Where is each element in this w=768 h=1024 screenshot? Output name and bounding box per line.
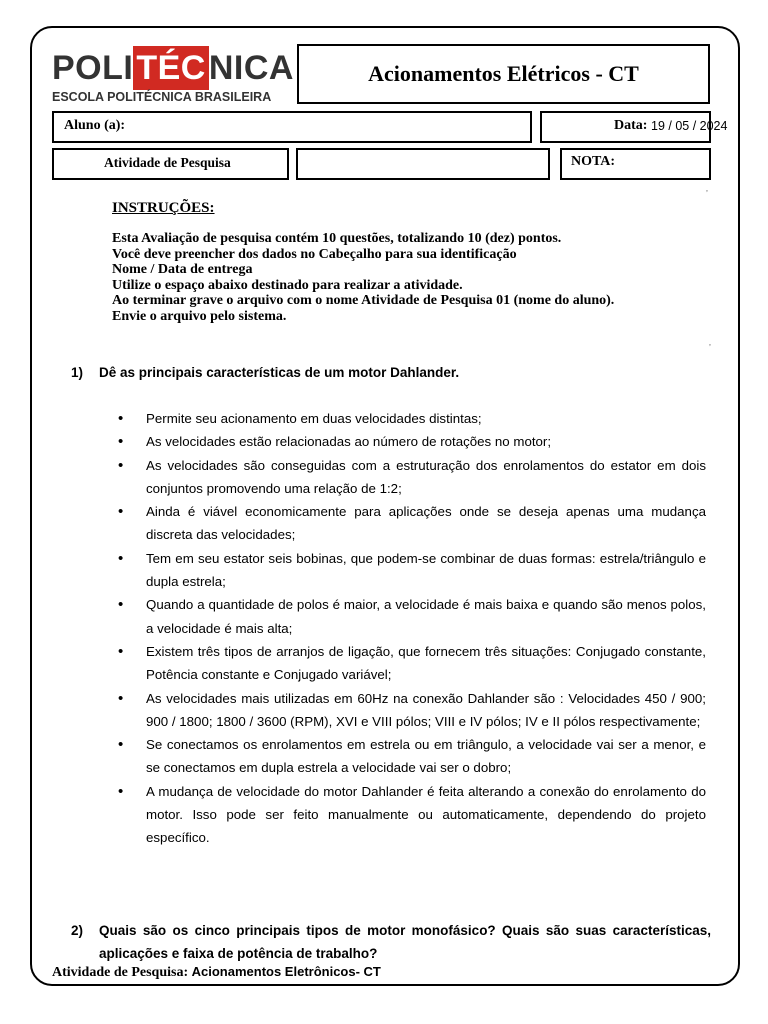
answer-item: • As velocidades são conseguidas com a estruturação dos enrolamentos do estator em dois conjuntos promovendo uma relação de 1:2; <box>118 454 706 501</box>
student-label: Aluno (a): <box>64 118 126 133</box>
date-label: Data: <box>614 118 648 133</box>
activity-label: Atividade de Pesquisa <box>104 155 231 170</box>
logo-wordmark: POLITÉCNICA <box>52 46 294 90</box>
instruction-line: Utilize o espaço abaixo destinado para realizar a atividade. <box>112 277 463 293</box>
answer-item: • As velocidades mais utilizadas em 60Hz na conexão Dahlander são : Velocidades 450 / 900; 900 / 1800; 1800 / 3600 (RPM), XVI e VIII pólos; VIII e IV pólos; IV e II pólos respectivamente; <box>118 687 706 734</box>
instruction-line: Esta Avaliação de pesquisa contém 10 questões, totalizando 10 (dez) pontos. <box>112 231 562 246</box>
answer-item: • Quando a quantidade de polos é maior, a velocidade é mais baixa e quando são menos polos, a velocidade é mais alta; <box>118 593 706 640</box>
blank-field[interactable] <box>296 148 550 180</box>
instruction-line: Nome / Data de entrega <box>112 262 253 277</box>
grade-field[interactable] <box>560 148 711 180</box>
answer-item: • Ainda é viável economicamente para aplicações onde se deseja apenas uma mudança discreta das velocidades; <box>118 500 706 547</box>
course-title: Acionamentos Elétricos - CT <box>297 44 710 104</box>
instructions-title: INSTRUÇÕES: <box>112 200 215 216</box>
logo-highlight: TÉC <box>133 46 209 90</box>
answer-item: • Existem três tipos de arranjos de ligação, que fornecem três situações: Conjugado constante, Potência constante e Conjugado variável; <box>118 640 706 687</box>
instructions-block <box>112 200 614 324</box>
answer-list <box>118 407 706 850</box>
instruction-line: Envie o arquivo pelo sistema. <box>112 308 287 324</box>
footer-label: Atividade de Pesquisa: <box>52 965 189 980</box>
question-text: Dê as principais características de um motor Dahlander. <box>99 365 460 380</box>
activity-type-field <box>52 148 289 180</box>
question-text: Quais são os cinco principais tipos de motor monofásico? Quais são suas características, aplicações e faixa de potência de trabalho? <box>99 923 711 961</box>
logo-subtitle: ESCOLA POLITÉCNICA BRASILEIRA <box>52 90 272 104</box>
date-field[interactable] <box>540 111 728 143</box>
question-number: 2) <box>71 923 84 938</box>
student-name-field[interactable] <box>52 111 532 143</box>
answer-item: • A mudança de velocidade do motor Dahlander é feita alterando a conexão do enrolamento do motor. Isso pode ser feito manualmente ou automaticamente, dependendo do projeto específico. <box>118 780 706 850</box>
answer-item: • Permite seu acionamento em duas velocidades distintas; <box>118 407 706 430</box>
page-mark: , <box>709 338 711 347</box>
school-logo <box>52 46 294 106</box>
answer-item: • As velocidades estão relacionadas ao número de rotações no motor; <box>118 430 706 453</box>
answer-item: • Tem em seu estator seis bobinas, que podem-se combinar de duas formas: estrela/triângulo e dupla estrela; <box>118 547 706 594</box>
date-value: 19 / 05 / 2024 <box>651 119 728 133</box>
page-footer <box>52 964 381 981</box>
answer-item: • Se conectamos os enrolamentos em estrela ou em triângulo, a velocidade vai ser a menor, e se conectamos em dupla estrela a velocidade vai ser o dobro; <box>118 733 706 780</box>
grade-label: NOTA: <box>571 154 616 169</box>
question-number: 1) <box>71 365 84 380</box>
page-mark: , <box>706 184 708 193</box>
question-2 <box>71 919 711 965</box>
footer-course: Acionamentos Eletrônicos- CT <box>191 964 381 979</box>
instruction-line: Você deve preencher dos dados no Cabeçalho para sua identificação <box>112 246 517 262</box>
instruction-line: Ao terminar grave o arquivo com o nome Atividade de Pesquisa 01 (nome do aluno). <box>112 293 615 308</box>
